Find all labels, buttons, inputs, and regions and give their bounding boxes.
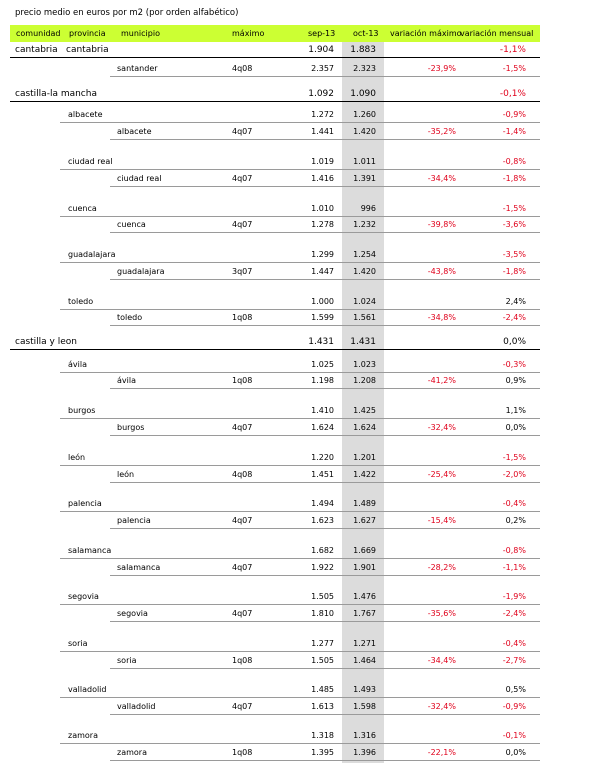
table-header bbox=[10, 25, 540, 42]
oct-value: 1.396 bbox=[353, 748, 376, 757]
variacion-mensual-value: -0,1% bbox=[502, 731, 526, 740]
variacion-mensual-value: -0,3% bbox=[502, 360, 526, 369]
variacion-mensual-value: -0,1% bbox=[499, 89, 526, 99]
sep-value: 1.299 bbox=[311, 250, 334, 259]
municipio-row bbox=[0, 265, 610, 280]
municipio-cell: segovia bbox=[117, 609, 148, 618]
comunidad-row bbox=[0, 335, 610, 350]
provincia-row bbox=[0, 155, 610, 170]
provincia-cell: león bbox=[68, 453, 86, 462]
oct-value: 1.425 bbox=[353, 406, 376, 415]
maximo-cell: 1q08 bbox=[232, 748, 253, 757]
variacion-maximo-value: -41,2% bbox=[427, 376, 456, 385]
municipio-cell: santander bbox=[117, 64, 158, 73]
variacion-maximo-value: -32,4% bbox=[427, 702, 456, 711]
sep-value: 1.278 bbox=[311, 220, 334, 229]
sep-value: 1.019 bbox=[311, 157, 334, 166]
municipio-row bbox=[0, 561, 610, 576]
oct-value: 1.201 bbox=[353, 453, 376, 462]
provincia-divider bbox=[60, 511, 540, 512]
oct-value: 1.090 bbox=[350, 89, 376, 99]
provincia-divider bbox=[60, 309, 540, 310]
header-oct: oct-13 bbox=[353, 29, 379, 38]
sep-value: 1.431 bbox=[308, 337, 334, 347]
variacion-mensual-value: -1,8% bbox=[502, 174, 526, 183]
sep-value: 1.416 bbox=[311, 174, 334, 183]
header-sep: sep-13 bbox=[308, 29, 336, 38]
provincia-cell: albacete bbox=[68, 110, 103, 119]
variacion-maximo-value: -34,4% bbox=[427, 656, 456, 665]
municipio-divider bbox=[110, 139, 540, 140]
variacion-maximo-value: -34,4% bbox=[427, 174, 456, 183]
variacion-mensual-value: -0,9% bbox=[502, 110, 526, 119]
municipio-cell: león bbox=[117, 470, 135, 479]
oct-value: 1.232 bbox=[353, 220, 376, 229]
provincia-row bbox=[0, 590, 610, 605]
variacion-mensual-value: 0,0% bbox=[505, 748, 526, 757]
sep-value: 1.000 bbox=[311, 297, 334, 306]
oct-value: 1.464 bbox=[353, 656, 376, 665]
municipio-divider bbox=[110, 232, 540, 233]
variacion-mensual-value: -2,7% bbox=[502, 656, 526, 665]
oct-value: 2.323 bbox=[353, 64, 376, 73]
variacion-mensual-value: -2,0% bbox=[502, 470, 526, 479]
oct-value: 1.260 bbox=[353, 110, 376, 119]
provincia-cell: ciudad real bbox=[68, 157, 113, 166]
maximo-cell: 1q08 bbox=[232, 313, 253, 322]
municipio-cell: albacete bbox=[117, 127, 152, 136]
sep-value: 1.092 bbox=[308, 89, 334, 99]
comunidad-cell: castilla y leon bbox=[15, 337, 77, 347]
oct-value: 1.431 bbox=[350, 337, 376, 347]
sep-value: 1.277 bbox=[311, 639, 334, 648]
oct-value: 1.627 bbox=[353, 516, 376, 525]
provincia-cell: cuenca bbox=[68, 204, 97, 213]
sep-value: 1.410 bbox=[311, 406, 334, 415]
comunidad-cell: castilla-la mancha bbox=[15, 89, 97, 99]
municipio-cell: zamora bbox=[117, 748, 147, 757]
municipio-row bbox=[0, 514, 610, 529]
provincia-cell: palencia bbox=[68, 499, 102, 508]
sep-value: 1.904 bbox=[308, 45, 334, 55]
sep-value: 1.198 bbox=[311, 376, 334, 385]
maximo-cell: 4q07 bbox=[232, 563, 253, 572]
provincia-cell: burgos bbox=[68, 406, 96, 415]
sep-value: 1.451 bbox=[311, 470, 334, 479]
maximo-cell: 4q07 bbox=[232, 702, 253, 711]
municipio-divider bbox=[110, 388, 540, 389]
sep-value: 1.623 bbox=[311, 516, 334, 525]
variacion-mensual-value: -0,9% bbox=[502, 702, 526, 711]
provincia-divider bbox=[60, 651, 540, 652]
variacion-maximo-value: -25,4% bbox=[427, 470, 456, 479]
municipio-row bbox=[0, 746, 610, 761]
sep-value: 1.810 bbox=[311, 609, 334, 618]
provincia-divider bbox=[60, 697, 540, 698]
header-comunidad: comunidad bbox=[16, 29, 61, 38]
page-caption: precio medio en euros por m2 (por orden alfabético) bbox=[15, 8, 239, 18]
provincia-divider bbox=[60, 262, 540, 263]
maximo-cell: 4q08 bbox=[232, 64, 253, 73]
municipio-row bbox=[0, 218, 610, 233]
oct-value: 1.598 bbox=[353, 702, 376, 711]
variacion-mensual-value: -1,5% bbox=[502, 204, 526, 213]
variacion-maximo-value: -35,2% bbox=[427, 127, 456, 136]
sep-value: 1.272 bbox=[311, 110, 334, 119]
municipio-divider bbox=[110, 435, 540, 436]
variacion-mensual-value: -1,5% bbox=[502, 453, 526, 462]
oct-value: 1.561 bbox=[353, 313, 376, 322]
variacion-mensual-value: 1,1% bbox=[505, 406, 526, 415]
variacion-maximo-value: -23,9% bbox=[427, 64, 456, 73]
municipio-cell: guadalajara bbox=[117, 267, 165, 276]
comunidad-row bbox=[0, 87, 610, 102]
provincia-divider bbox=[60, 372, 540, 373]
oct-value: 1.420 bbox=[353, 127, 376, 136]
variacion-mensual-value: -1,8% bbox=[502, 267, 526, 276]
municipio-cell: ciudad real bbox=[117, 174, 162, 183]
sep-value: 1.682 bbox=[311, 546, 334, 555]
sep-value: 1.485 bbox=[311, 685, 334, 694]
sep-value: 1.025 bbox=[311, 360, 334, 369]
municipio-row bbox=[0, 607, 610, 622]
variacion-mensual-value: -2,4% bbox=[502, 609, 526, 618]
oct-value: 1.420 bbox=[353, 267, 376, 276]
municipio-row bbox=[0, 374, 610, 389]
municipio-row bbox=[0, 62, 610, 77]
oct-value: 1.422 bbox=[353, 470, 376, 479]
maximo-cell: 4q07 bbox=[232, 423, 253, 432]
variacion-mensual-value: -0,4% bbox=[502, 639, 526, 648]
provincia-cell: cantabria bbox=[66, 45, 109, 55]
sep-value: 1.318 bbox=[311, 731, 334, 740]
variacion-mensual-value: 2,4% bbox=[505, 297, 526, 306]
provincia-divider bbox=[60, 743, 540, 744]
sep-value: 1.395 bbox=[311, 748, 334, 757]
provincia-cell: ávila bbox=[68, 360, 87, 369]
oct-value: 1.024 bbox=[353, 297, 376, 306]
provincia-divider bbox=[60, 558, 540, 559]
provincia-row bbox=[0, 202, 610, 217]
variacion-maximo-value: -39,8% bbox=[427, 220, 456, 229]
oct-value: 1.489 bbox=[353, 499, 376, 508]
sep-value: 1.505 bbox=[311, 592, 334, 601]
oct-value: 1.624 bbox=[353, 423, 376, 432]
variacion-mensual-value: -0,4% bbox=[502, 499, 526, 508]
municipio-cell: soria bbox=[117, 656, 137, 665]
maximo-cell: 1q08 bbox=[232, 656, 253, 665]
provincia-row bbox=[0, 497, 610, 512]
municipio-divider bbox=[110, 482, 540, 483]
variacion-mensual-value: -0,8% bbox=[502, 546, 526, 555]
municipio-row bbox=[0, 125, 610, 140]
provincia-cell: segovia bbox=[68, 592, 99, 601]
variacion-mensual-value: 0,9% bbox=[505, 376, 526, 385]
variacion-mensual-value: -1,1% bbox=[502, 563, 526, 572]
sep-value: 1.010 bbox=[311, 204, 334, 213]
oct-value: 1.271 bbox=[353, 639, 376, 648]
oct-value: 1.011 bbox=[353, 157, 376, 166]
comunidad-divider bbox=[10, 57, 540, 58]
provincia-divider bbox=[60, 604, 540, 605]
sep-value: 1.494 bbox=[311, 499, 334, 508]
provincia-divider bbox=[60, 418, 540, 419]
oct-value: 1.316 bbox=[353, 731, 376, 740]
variacion-mensual-value: 0,2% bbox=[505, 516, 526, 525]
maximo-cell: 1q08 bbox=[232, 376, 253, 385]
maximo-cell: 4q07 bbox=[232, 127, 253, 136]
provincia-cell: toledo bbox=[68, 297, 94, 306]
variacion-mensual-value: -1,5% bbox=[502, 64, 526, 73]
sep-value: 1.220 bbox=[311, 453, 334, 462]
maximo-cell: 4q07 bbox=[232, 609, 253, 618]
municipio-divider bbox=[110, 528, 540, 529]
maximo-cell: 4q08 bbox=[232, 470, 253, 479]
oct-value: 1.254 bbox=[353, 250, 376, 259]
provincia-row bbox=[0, 544, 610, 559]
variacion-maximo-value: -22,1% bbox=[427, 748, 456, 757]
municipio-row bbox=[0, 468, 610, 483]
municipio-row bbox=[0, 654, 610, 669]
sep-value: 1.922 bbox=[311, 563, 334, 572]
municipio-cell: valladolid bbox=[117, 702, 156, 711]
variacion-mensual-value: -3,6% bbox=[502, 220, 526, 229]
maximo-cell: 4q07 bbox=[232, 220, 253, 229]
municipio-row bbox=[0, 700, 610, 715]
sep-value: 1.441 bbox=[311, 127, 334, 136]
oct-value: 1.883 bbox=[350, 45, 376, 55]
provincia-row bbox=[0, 108, 610, 123]
provincia-divider bbox=[60, 465, 540, 466]
municipio-cell: cuenca bbox=[117, 220, 146, 229]
variacion-mensual-value: -0,8% bbox=[502, 157, 526, 166]
variacion-mensual-value: -2,4% bbox=[502, 313, 526, 322]
provincia-row bbox=[0, 683, 610, 698]
municipio-cell: toledo bbox=[117, 313, 143, 322]
provincia-row bbox=[0, 729, 610, 744]
variacion-mensual-value: -1,4% bbox=[502, 127, 526, 136]
provincia-row bbox=[0, 404, 610, 419]
provincia-cell: guadalajara bbox=[68, 250, 116, 259]
oct-value: 1.476 bbox=[353, 592, 376, 601]
variacion-mensual-value: 0,0% bbox=[505, 423, 526, 432]
variacion-mensual-value: -1,1% bbox=[499, 45, 526, 55]
sep-value: 1.624 bbox=[311, 423, 334, 432]
header-variacion-mensual: variación mensual bbox=[460, 29, 534, 38]
variacion-mensual-value: 0,5% bbox=[505, 685, 526, 694]
municipio-cell: salamanca bbox=[117, 563, 161, 572]
oct-value: 1.901 bbox=[353, 563, 376, 572]
comunidad-divider bbox=[10, 101, 540, 102]
provincia-row bbox=[0, 637, 610, 652]
oct-value: 1.023 bbox=[353, 360, 376, 369]
provincia-cell: salamanca bbox=[68, 546, 112, 555]
variacion-maximo-value: -34,8% bbox=[427, 313, 456, 322]
maximo-cell: 4q07 bbox=[232, 516, 253, 525]
sep-value: 1.447 bbox=[311, 267, 334, 276]
municipio-row bbox=[0, 421, 610, 436]
variacion-maximo-value: -43,8% bbox=[427, 267, 456, 276]
municipio-cell: ávila bbox=[117, 376, 136, 385]
comunidad-row bbox=[0, 43, 610, 58]
sep-value: 2.357 bbox=[311, 64, 334, 73]
provincia-cell: valladolid bbox=[68, 685, 107, 694]
oct-value: 1.767 bbox=[353, 609, 376, 618]
comunidad-divider bbox=[10, 349, 540, 350]
variacion-mensual-value: -3,5% bbox=[502, 250, 526, 259]
oct-value: 1.493 bbox=[353, 685, 376, 694]
header-provincia: provincia bbox=[69, 29, 106, 38]
variacion-maximo-value: -32,4% bbox=[427, 423, 456, 432]
municipio-cell: palencia bbox=[117, 516, 151, 525]
provincia-row bbox=[0, 451, 610, 466]
variacion-mensual-value: 0,0% bbox=[503, 337, 526, 347]
municipio-divider bbox=[110, 279, 540, 280]
oct-value: 1.208 bbox=[353, 376, 376, 385]
municipio-row bbox=[0, 172, 610, 187]
provincia-row bbox=[0, 248, 610, 263]
maximo-cell: 4q07 bbox=[232, 174, 253, 183]
variacion-maximo-value: -15,4% bbox=[427, 516, 456, 525]
header-municipio: municipio bbox=[121, 29, 160, 38]
provincia-cell: soria bbox=[68, 639, 88, 648]
oct-value: 996 bbox=[360, 204, 376, 213]
provincia-divider bbox=[60, 216, 540, 217]
provincia-row bbox=[0, 295, 610, 310]
municipio-divider bbox=[110, 186, 540, 187]
sep-value: 1.599 bbox=[311, 313, 334, 322]
municipio-divider bbox=[110, 668, 540, 669]
provincia-cell: zamora bbox=[68, 731, 98, 740]
comunidad-cell: cantabria bbox=[15, 45, 58, 55]
municipio-divider bbox=[110, 621, 540, 622]
municipio-divider bbox=[110, 325, 540, 326]
municipio-divider bbox=[110, 760, 540, 761]
maximo-cell: 3q07 bbox=[232, 267, 253, 276]
variacion-maximo-value: -35,6% bbox=[427, 609, 456, 618]
sep-value: 1.613 bbox=[311, 702, 334, 711]
municipio-row bbox=[0, 311, 610, 326]
variacion-maximo-value: -28,2% bbox=[427, 563, 456, 572]
municipio-cell: burgos bbox=[117, 423, 145, 432]
header-variacion-maximo: variación máximo bbox=[390, 29, 462, 38]
oct-value: 1.669 bbox=[353, 546, 376, 555]
header-maximo: máximo bbox=[232, 29, 265, 38]
sep-value: 1.505 bbox=[311, 656, 334, 665]
municipio-divider bbox=[110, 714, 540, 715]
municipio-divider bbox=[110, 575, 540, 576]
variacion-mensual-value: -1,9% bbox=[502, 592, 526, 601]
provincia-row bbox=[0, 358, 610, 373]
provincia-divider bbox=[60, 169, 540, 170]
provincia-divider bbox=[60, 122, 540, 123]
municipio-divider bbox=[110, 76, 540, 77]
oct-value: 1.391 bbox=[353, 174, 376, 183]
